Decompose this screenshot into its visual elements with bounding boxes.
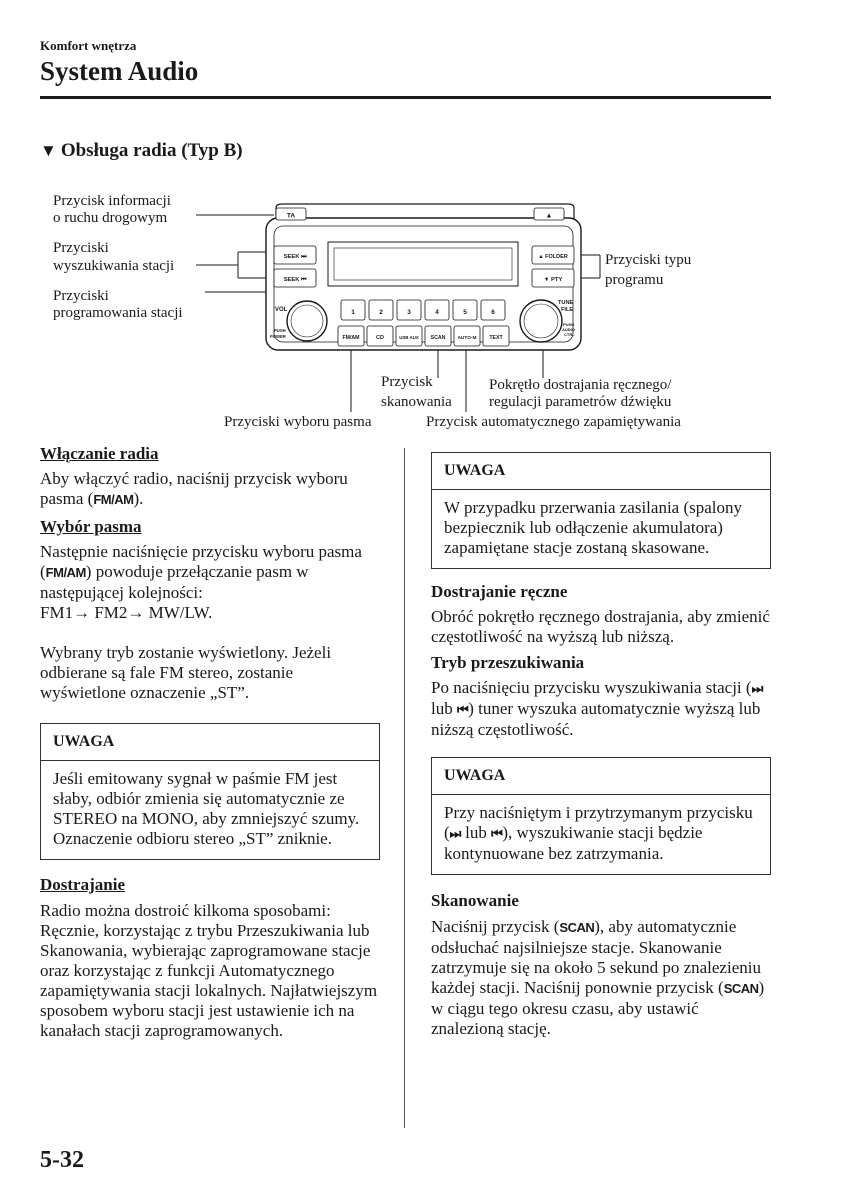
band-heading: Wybór pasma [40,517,142,536]
band-para2: Wybrany tryb zostanie wyświetlony. Jeżeli odbierane są fale FM stereo, zostanie wyświetlone oznaczenie „ST”. [40,643,332,702]
tune-label: TUNE [558,300,574,306]
eject-icon: ▲ [545,212,553,220]
vol-label: VOL [275,307,288,313]
callout-band: Przyciski wyboru pasma [224,414,372,430]
seek-up-icon: ⏭ [751,681,763,696]
fmam-inline-button-2: FM/AM [45,565,86,580]
callout-seek: Przyciski [53,240,109,256]
seek-up-label: SEEK ⏭ [283,254,307,260]
scan-inline-button-2: SCAN [723,981,759,996]
tuning-text: Radio można dostroić kilkoma sposobami: Ręcznie, korzystając z trybu Przeszukiwania lub Skanowania, wybierając zaprogramowane stacje oraz korzystając z funkcji Automatycznego zapamiętywania stacji lokalnych. Najłatwiejszym sposobem wyboru stacji jest ustawienie ich na kanałach stacji zaprogramowanych. [40,901,378,1040]
triangle-down-icon: ▼ [40,141,57,160]
ctrl-label: CTRL [564,332,575,337]
seek-mode-heading: Tryb przeszukiwania [431,653,585,672]
note-body: W przypadku przerwania zasilania (spalony bezpiecznik lub odłączenie akumulatora) zapamiętane stacje zostaną skasowane. [444,498,743,557]
seek-down-icon: ⏮ [491,826,503,841]
fmam-inline-button: FM/AM [93,492,134,507]
band-text: Następnie naciśnięcie przycisku wyboru pasma (FM/AM) powoduje przełączanie pasm w następującej kolejności: FM1→ FM2→ MW/LW. [40,542,362,622]
power-label: POWER [270,334,286,339]
callout-preset: Przyciski [53,288,109,304]
callout-program-type-2: programu [605,272,664,288]
automem-button-label: AUTO·M [457,336,477,341]
section-title [40,140,243,162]
callout-seek-2: wyszukiwania stacji [53,258,175,274]
note-box-stereo [40,723,380,860]
preset-6-label: 6 [491,309,495,316]
manual-tuning-heading: Dostrajanie ręczne [431,582,568,601]
callout-scan-2: skanowania [381,394,452,410]
cd-button-label: CD [376,335,384,341]
usb-aux-button-label: USB AUX [399,335,419,340]
seek-down-label: SEEK ⏮ [283,277,307,283]
scan-heading: Skanowanie [431,891,519,910]
section-title-text: Obsługa radia (Typ B) [60,140,243,161]
scan-text: Naciśnij przycisk (SCAN), aby automatycznie odsłuchać najsilniejsze stacje. Skanowanie zatrzymuje się na około 5 sekund po znalezieniu każdej stacji. Naciśnij ponownie przycisk (SCAN) w ciągu tego okresu czasu, aby ustawić znalezioną stację. [431,917,765,1038]
preset-1-label: 1 [351,309,355,316]
note-heading: UWAGA [41,724,379,761]
column-divider [404,448,405,1128]
note-box-hold [431,757,771,875]
callout-scan: Przycisk [381,374,433,390]
radio-on-text: Aby włączyć radio, naciśnij przycisk wyboru pasma (FM/AM). [40,469,348,508]
seek-down-icon: ⏮ [456,702,469,717]
preset-3-label: 3 [407,309,411,316]
push-audio-label: PUSH [563,322,575,327]
band-sequence: FM1→ FM2→ MW/LW. [40,603,213,622]
fmam-button-label: FM/AM [342,335,360,341]
scan-button-label: SCAN [430,335,446,341]
pty-label: ▼ PTY [543,277,563,283]
header-rule [40,96,771,99]
callout-tune-knob-2: regulacji parametrów dźwięku [489,394,672,410]
page-title: System Audio [40,56,199,86]
preset-4-label: 4 [435,309,439,316]
audio-label: AUDIO [562,327,575,332]
seek-mode-text: Po naciśnięciu przycisku wyszukiwania stacji (⏭ lub ⏮) tuner wyszuka automatycznie wyższą lub niższą częstotliwość. [431,678,763,739]
callout-preset-2: programowania stacji [53,305,183,321]
preset-5-label: 5 [463,309,467,316]
note-body: Przy naciśniętym i przytrzymanym przycisku (⏭ lub ⏮), wyszukiwanie stacji będzie kontynuowane bez zatrzymania. [444,803,753,863]
left-column [40,444,380,1041]
note-box-power [431,452,771,569]
file-label: FILE [561,307,574,313]
note-body: Jeśli emitowany sygnał w paśmie FM jest słaby, odbiór zmienia się automatycznie ze STEREO na MONO, aby zmniejszyć szumy. Oznaczenie odbioru stereo „ST” zniknie. [53,769,360,848]
callout-tune-knob: Pokrętło dostrajania ręcznego/ [489,377,672,393]
push-label: PUSH [274,328,286,333]
callout-auto-memory: Przycisk automatycznego zapamiętywania [426,414,681,430]
radio-diagram [0,180,845,435]
preset-2-label: 2 [379,309,383,316]
manual-tuning-text: Obróć pokrętło ręcznego dostrajania, aby zmienić częstotliwość na wyższą lub niższą. [431,607,770,646]
note-heading: UWAGA [432,453,770,490]
right-column [431,452,771,1039]
page-number: 5-32 [40,1147,84,1173]
callout-traffic-info-2: o ruchu drogowym [53,210,168,226]
radio-on-heading: Włączanie radia [40,444,159,463]
section-kicker: Komfort wnętrza [40,38,137,53]
folder-label: ▲ FOLDER [538,254,568,260]
seek-up-icon: ⏭ [449,826,461,841]
ta-button-label: TA [286,212,296,220]
scan-inline-button: SCAN [559,920,595,935]
text-button-label: TEXT [489,335,503,341]
callout-traffic-info: Przycisk informacji [53,193,171,209]
note-heading: UWAGA [432,758,770,795]
tuning-heading: Dostrajanie [40,875,125,894]
callout-program-type: Przyciski typu [605,252,692,268]
